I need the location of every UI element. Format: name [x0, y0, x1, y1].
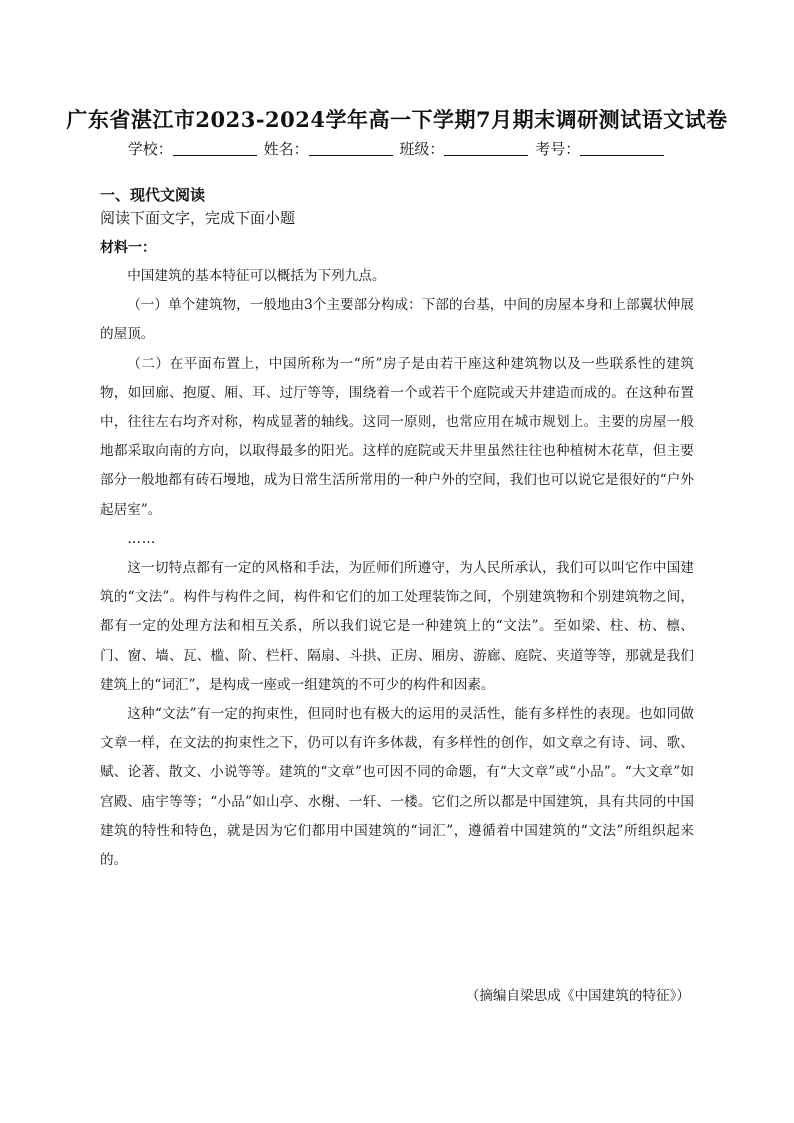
name-label: 姓名：	[263, 140, 309, 158]
paragraph: 中国建筑的基本特征可以概括为下列九点。	[127, 268, 386, 284]
material-text	[100, 262, 694, 875]
school-label: 学校：	[127, 140, 173, 158]
source-citation: （摘编自梁思成《中国建筑的特征》）	[465, 988, 690, 1004]
school-blank	[173, 141, 257, 156]
material-label: 材料一：	[100, 240, 156, 256]
number-label: 考号：	[535, 140, 581, 158]
name-blank	[309, 141, 393, 156]
section-heading: 一、现代文阅读	[100, 186, 206, 204]
number-blank	[580, 141, 664, 156]
paragraph: （二）在平面布置上，中国所称为一“所”房子是由若干座这种建筑物以及一些联系性的建筑物，如回廊、抱厦、厢、耳、过厅等等，围绕着一个或若干个庭院或天井建造而成的。在这种布置中，往往左右均齐对称，构成显著的轴线。这同一原则，也常应用在城市规划上。主要的房屋一般地都采取向南的方向，以取得最多的阳光。这样的庭院或天井里虽然往往也种植树木花草，但主要部分一般地都有砖石墁地，成为日常生活所常用的一种户外的空间，我们也可以说它是很好的“户外起居室”。	[100, 355, 694, 518]
paragraph: 这种“文法”有一定的拘束性，但同时也有极大的运用的灵活性，能有多样性的表现。也如同做文章一样，在文法的拘束性之下，仍可以有许多体裁，有多样性的创作，如文章之有诗、词、歌、赋、论著、散文、小说等等。建筑的“文章”也可因不同的命题，有“大文章”或“小品”。“大文章”如宫殿、庙宇等等；“小品”如山亭、水榭、一轩、一楼。它们之所以都是中国建筑，具有共同的中国建筑的特性和特色，就是因为它们都用中国建筑的“词汇”，遵循着中国建筑的“文法”所组织起来的。	[100, 706, 694, 869]
reading-instruction: 阅读下面文字，完成下面小题	[100, 209, 296, 227]
class-label: 班级：	[399, 140, 445, 158]
paragraph: 这一切特点都有一定的风格和手法，为匠师们所遵守，为人民所承认，我们可以叫它作中国建筑的“文法”。构件与构件之间，构件和它们的加工处理装饰之间，个别建筑物和个别建筑物之间，都有一定的处理方法和相互关系，所以我们说它是一种建筑上的“文法”。至如梁、柱、枋、檩、门、窗、墙、瓦、槛、阶、栏杆、隔扇、斗拱、正房、厢房、游廊、庭院、夹道等等，那就是我们建筑上的“词汇”，是构成一座或一组建筑的不可少的构件和因素。	[100, 560, 694, 693]
paragraph: （一）单个建筑物，一般地由3个主要部分构成：下部的台基，中间的房屋本身和上部翼状伸展的屋顶。	[100, 297, 694, 343]
ellipsis: ……	[127, 530, 157, 547]
student-info-line	[0, 138, 794, 159]
class-blank	[444, 141, 528, 156]
exam-title: 广东省湛江市2023-2024学年高一下学期7月期末调研测试语文试卷	[66, 107, 728, 132]
